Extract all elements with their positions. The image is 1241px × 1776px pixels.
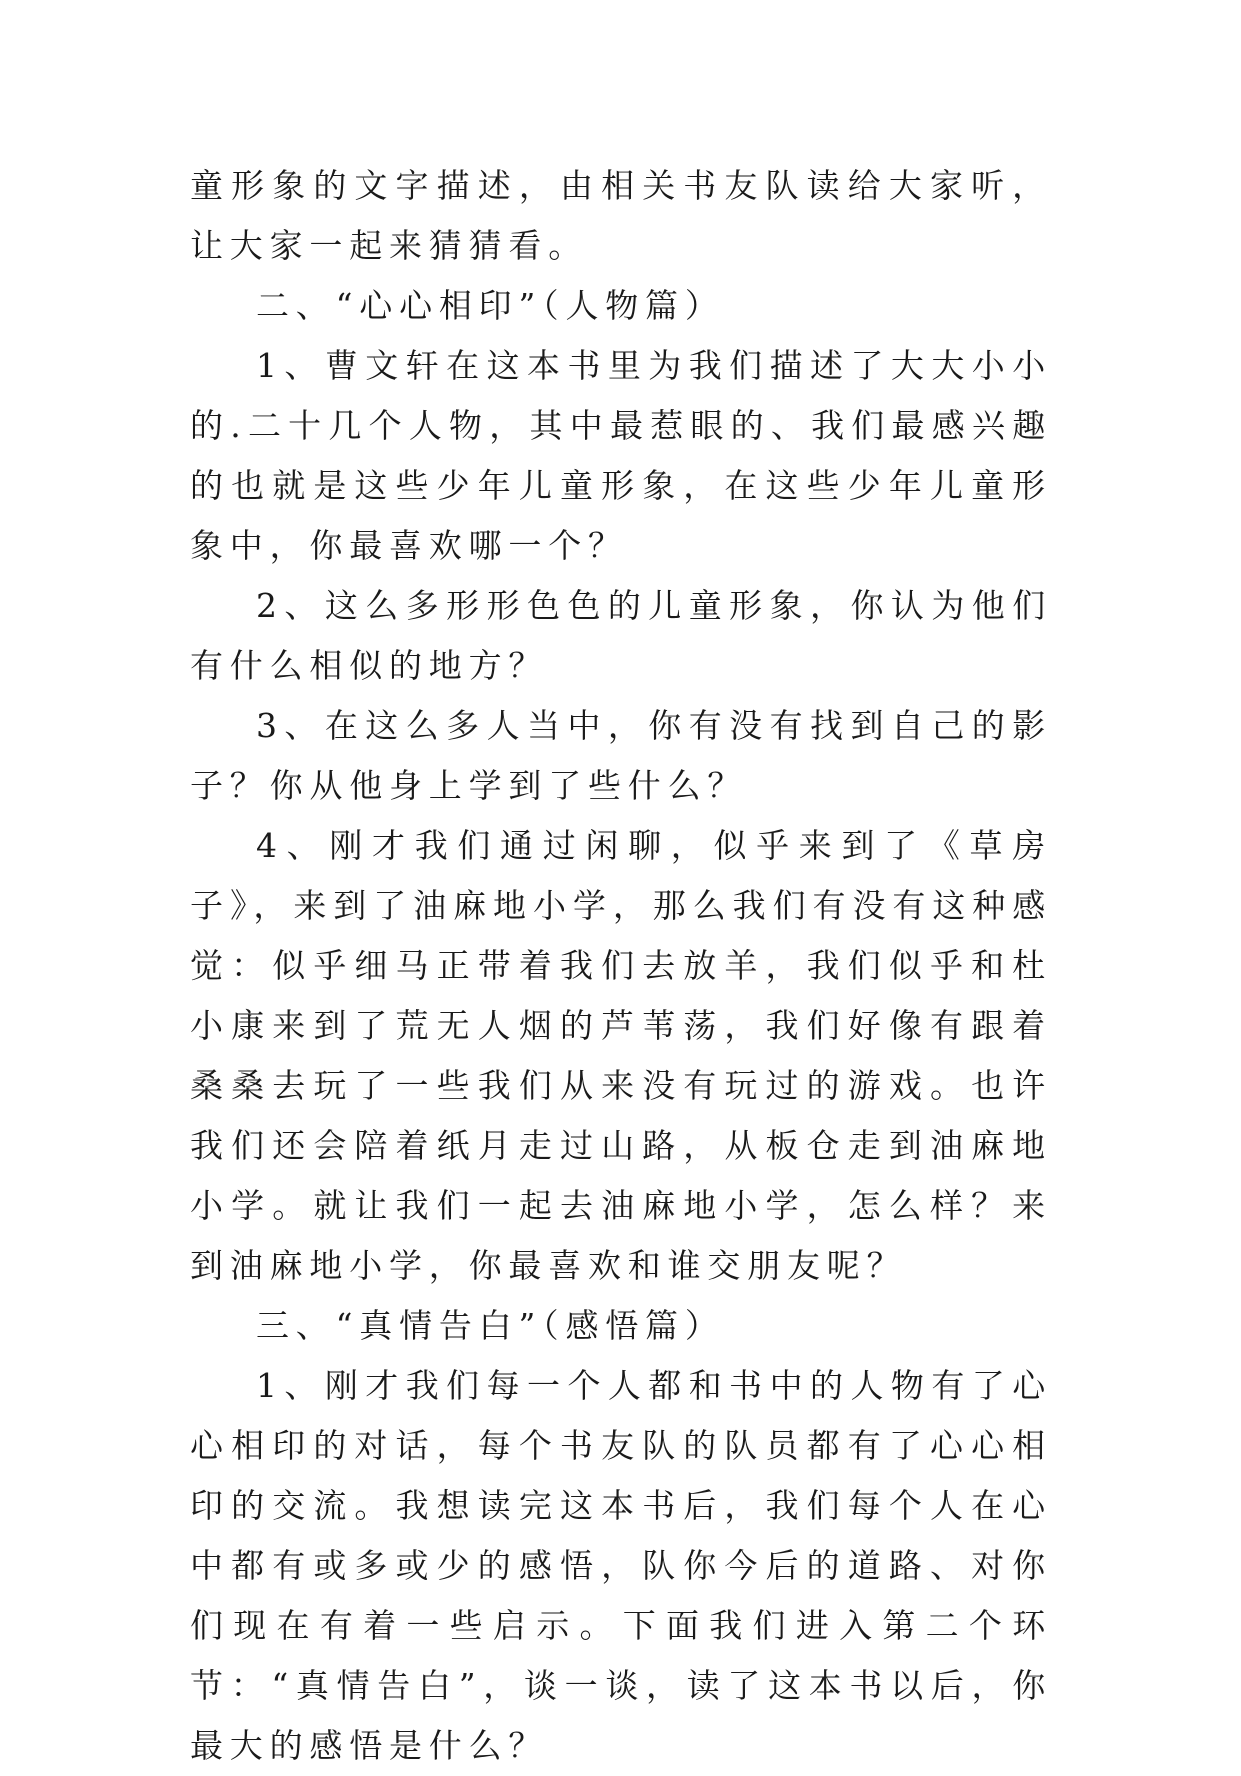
question-4-make-friends: 4、刚才我们通过闲聊，似乎来到了《草房子》，来到了油麻地小学，那么我们有没有这种感觉：似乎细马正带着我们去放羊，我们似乎和杜小康来到了荒无人烟的芦苇荡，我们好像有跟着桑桑去玩了一些我们从来没有玩过的游戏。也许我们还会陪着纸月走过山路，从板仓走到油麻地小学。就让我们一起去油麻地小学，怎么样？来到油麻地小学，你最喜欢和谁交朋友呢？ (190, 826, 1052, 1285)
paragraph-intro-continuation: 童形象的文字描述，由相关书友队读给大家听，让大家一起来猜猜看。 (190, 166, 1052, 265)
section-heading-reflections: 三、“真情告白”（感悟篇） (256, 1306, 725, 1345)
question-2-similarities: 2、这么多形形色色的儿童形象，你认为他们有什么相似的地方？ (190, 586, 1052, 685)
question-1-biggest-takeaway: 1、刚才我们每一个人都和书中的人物有了心心相印的对话，每个书友队的队员都有了心心相印的交流。我想读完这本书后，我们每个人在心中都有或多或少的感悟，队你今后的道路、对你们现在有着一些启示。下面我们进入第二个环节：“真情告白”，谈一谈，读了这本书以后，你最大的感悟是什么？ (190, 1366, 1052, 1765)
question-1-favorite-character: 1、曹文轩在这本书里为我们描述了大大小小的.二十几个人物，其中最惹眼的、我们最感兴趣的也就是这些少年儿童形象，在这些少年儿童形象中，你最喜欢哪一个？ (190, 346, 1052, 565)
document-body (190, 156, 1052, 1776)
section-heading-characters: 二、“心心相印”（人物篇） (256, 286, 725, 325)
question-3-self-reflection: 3、在这么多人当中，你有没有找到自己的影子？你从他身上学到了些什么？ (190, 706, 1052, 805)
